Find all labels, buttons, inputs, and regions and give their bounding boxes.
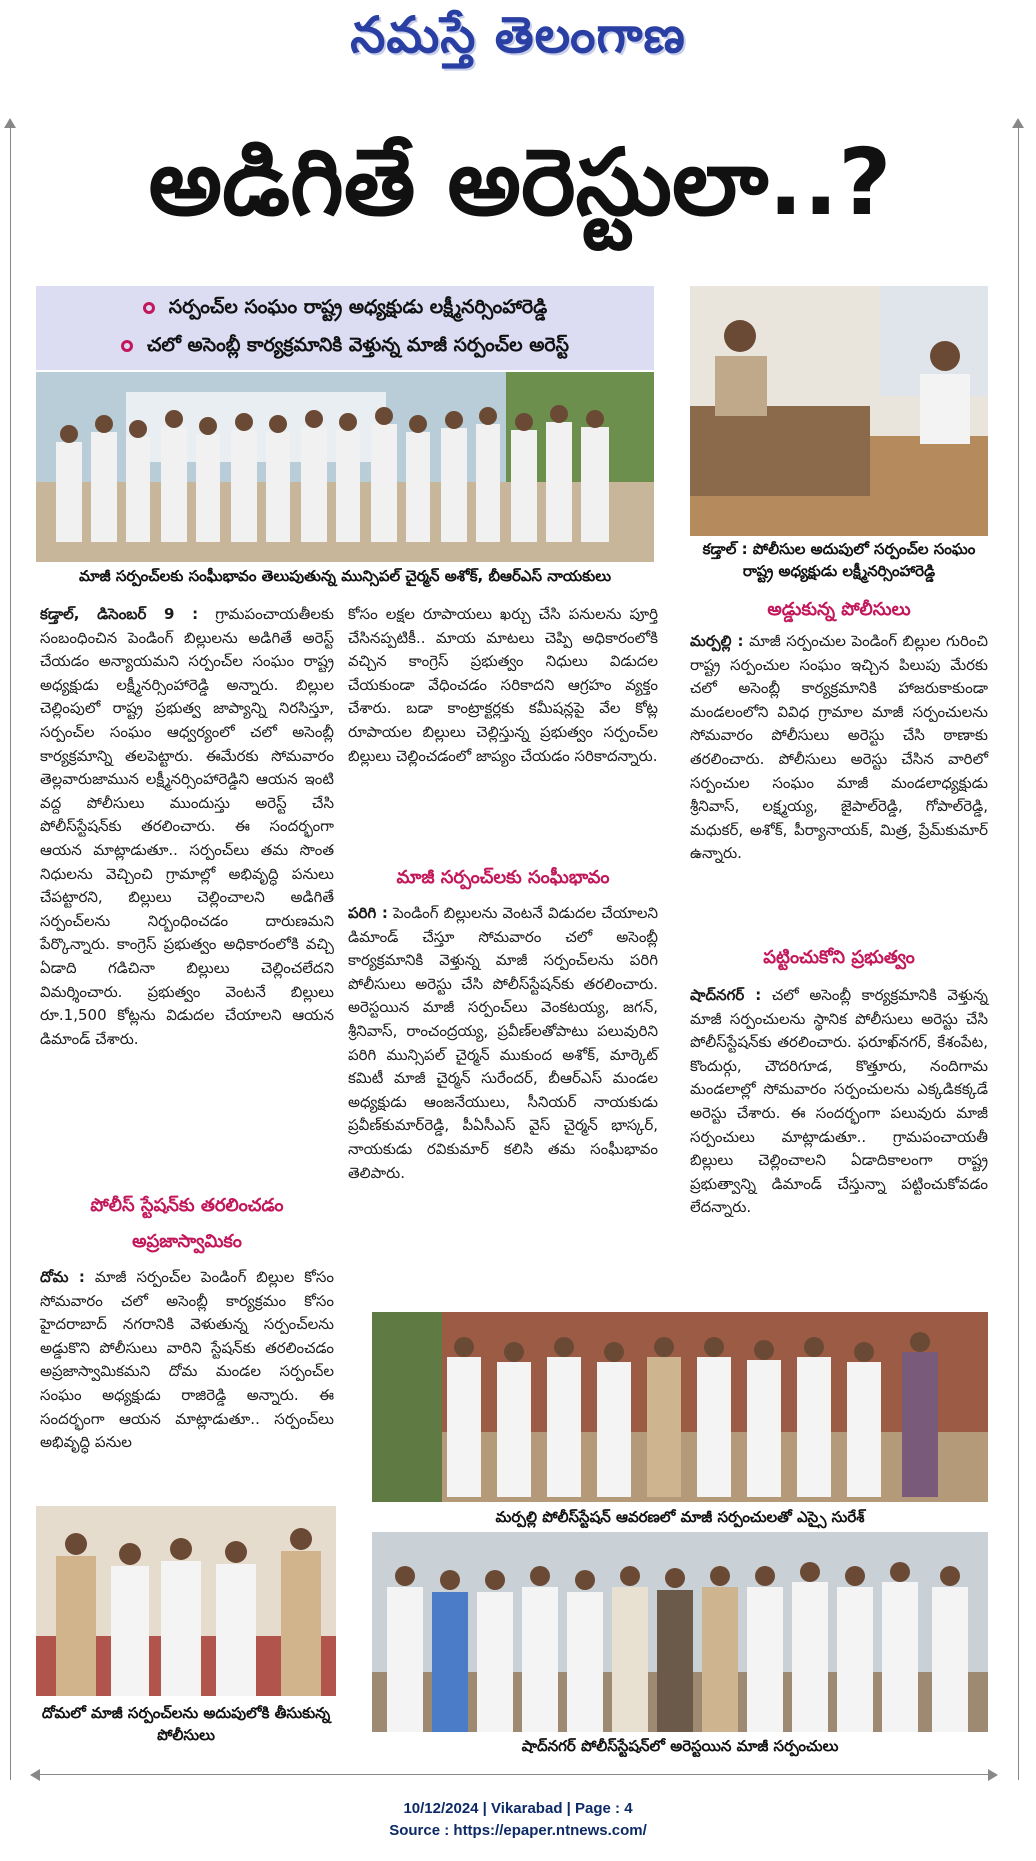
shadnagar-photo <box>372 1532 988 1732</box>
office-photo <box>690 286 988 536</box>
arrow-left-icon <box>30 1769 40 1781</box>
subhead-government-ignores: పట్టించుకోని ప్రభుత్వం <box>763 947 915 968</box>
place-parigi: పరిగి : <box>348 904 388 922</box>
subhead-solidarity: మాజీ సర్పంచ్‌లకు సంఘీభావం <box>396 867 610 888</box>
col2-paragraph: కోసం లక్షల రూపాయలు ఖర్చు చేసి పనులను పూర్తి చేసినప్పటికీ.. మాయ మాటలు చెప్పి అధికారంలోకి వచ్చిన కాంగ్రెస్ ప్రభుత్వం నిధులు విడుదల చేయకుండా వేధించడం సరికాదని ఆగ్రహం వ్యక్తం చేశారు. బడా కాంట్రాక్టర్లకు కమీషన్లపై వేల కోట్ల రూపాయల బిల్లులు చెల్లిస్తున్న ప్రభుత్వం సర్పంచ్‌ల బిల్లులు చెల్లించడంలో జాప్యం చేయడం సరికాదన్నారు. <box>348 605 658 765</box>
marpalli-photo <box>372 1312 988 1502</box>
headline: అడిగితే అరెస్టులా..? <box>148 129 892 236</box>
column-2-story <box>348 603 658 768</box>
marpalli-photo-caption: మర్పల్లి పోలీస్‌స్టేషన్ ఆవరణలో మాజీ సర్పంచులతో ఎస్సై సురేశ్ <box>495 1508 865 1526</box>
doma-photo-caption: దోమలో మాజీ సర్పంచ్‌లను అదుపులోకి తీసుకున్న పోలీసులు <box>41 1704 331 1744</box>
right-frame-rule <box>1018 120 1019 1780</box>
group-photo <box>36 372 654 562</box>
group-photo-caption: మాజీ సర్పంచ్‌లకు సంఘీభావం తెలుపుతున్న మున్సిపల్ చైర్మన్ అశోక్, బీఆర్‌ఎస్ నాయకులు <box>78 567 612 585</box>
place-marpalli: మర్పల్లి : <box>690 632 744 650</box>
arrow-up-icon <box>4 118 16 128</box>
doma-paragraph: దోమ : మాజీ సర్పంచ్‌ల పెండింగ్ బిల్లుల కోసం సోమవారం చలో అసెంబ్లీ కార్యక్రమం కోసం హైదరాబాద్ నగరానికి వెళుతున్న సర్పంచ్‌లను అడ్డుకొని పోలీసులు వారిని స్టేషన్‌కు తరలించడం అప్రజాస్వామికమని దోమ మండల సర్పంచ్‌ల సంఘం అధ్యక్షుడు రాజిరెడ్డి అన్నారు. ఈ సందర్భంగా ఆయన మాట్లాడుతూ.. సర్పంచ్‌లు అభివృద్ధి పనుల <box>40 1268 334 1452</box>
bullet-icon <box>143 302 155 314</box>
footer-source-link[interactable]: Source : https://epaper.ntnews.com/ <box>389 1822 647 1839</box>
deck-line-1: సర్పంచ్‌ల సంఘం రాష్ట్ర అధ్యక్షుడు లక్ష్మీనర్సింహారెడ్డి <box>36 296 654 323</box>
shadnagar-paragraph: షాద్‌నగర్ : చలో అసెంబ్లీ కార్యక్రమానికి వెళ్తున్న మాజీ సర్పంచులను స్థానిక పోలీసులు అరెస్టు చేసి పోలీస్‌స్టేషన్‌కు తరలించారు. ఫరూఖ్‌నగర్, కేశంపేట, కొందుర్గు, చౌదరిగూడ, కొత్తూరు, నందిగామ మండలాల్లో సోమవారం సర్పంచులను ఎక్కడికక్కడే అరెస్టు చేశారు. ఈ సందర్భంగా పలువురు మాజీ సర్పంచులు మాట్లాడుతూ.. గ్రామపంచాయతీ బిల్లులు చెల్లించాలని ఏడాదికాలంగా రాష్ట్ర ప్రభుత్వాన్ని డిమాండ్ చేస్తున్నా పట్టించుకోవడం లేదన్నారు. <box>690 986 988 1217</box>
doma-photo <box>36 1506 336 1696</box>
place-shadnagar: షాద్‌నగర్ : <box>690 986 762 1004</box>
subhead-police-station: పోలీస్ స్టేషన్‌కు తరలించడం <box>90 1195 284 1216</box>
doma-story <box>40 1266 334 1455</box>
column-1-story <box>40 603 334 1051</box>
subhead-undemocratic: అప్రజాస్వామికం <box>132 1231 242 1252</box>
marpalli-story <box>690 630 988 866</box>
bullet-icon <box>121 340 133 352</box>
deck-box <box>36 286 654 370</box>
bottom-frame-rule <box>36 1774 991 1775</box>
marpalli-paragraph: మర్పల్లి : మాజీ సర్పంచుల పెండింగ్ బిల్లుల గురించి రాష్ట్ర సర్పంచుల సంఘం ఇచ్చిన పిలుపు మేరకు చలో అసెంబ్లీ కార్యక్రమానికి హాజరుకాకుండా మండలంలోని వివిధ గ్రామాల మాజీ సర్పంచులను సోమవారం పోలీసులు అరెస్టు చేసి ఠాణాకు తరలించారు. పోలీసులు అరెస్టు చేసిన వారిలో సర్పంచుల సంఘం మాజీ మండలాధ్యక్షుడు శ్రీనివాస్, లక్ష్మయ్య, జైపాల్‌రెడ్డి, గోపాల్‌రెడ్డి, మధుకర్, అశోక్, పీర్యానాయక్, మిత్ర, ప్రేమ్‌కుమార్ ఉన్నారు. <box>690 632 988 863</box>
office-photo-caption: కడ్తాల్ : పోలీసుల అదుపులో సర్పంచ్‌ల సంఘం రాష్ట్ర అధ్యక్షుడు లక్ష్మీనర్సింహారెడ్డి <box>702 540 976 580</box>
subhead-police-obstruct: అడ్డుకున్న పోలీసులు <box>767 599 911 620</box>
parigi-paragraph: పరిగి : పెండింగ్ బిల్లులను వెంటనే విడుదల చేయాలని డిమాండ్ చేస్తూ సోమవారం చలో అసెంబ్లీ కార్యక్రమానికి వెళ్తున్న మాజీ సర్పంచ్‌లను పరిగి పోలీసులు అరెస్టు చేసి పోలీస్‌స్టేషన్‌కు తరలించారు. అరెస్టయిన మాజీ సర్పంచ్‌లు వెంకటయ్య, జగన్, శ్రీనివాస్, రాంచంద్రయ్య, ప్రవీణ్‌లతోపాటు పలువురిని పరిగి మున్సిపల్ చైర్మన్ ముకుంద అశోక్, మార్కెట్ కమిటీ మాజీ చైర్మన్ సురేందర్, బీఆర్‌ఎస్ మండల అధ్యక్షుడు ఆంజనేయులు, సీనియర్ నాయకుడు ప్రవీణ్‌కుమార్‌రెడ్డి, పీఏసీఎస్ వైస్ చైర్మన్ భాస్కర్, నాయకుడు రవికుమార్ కలిసి తమ సంఘీభావం తెలిపారు. <box>348 904 658 1182</box>
deck-line-2: చలో అసెంబ్లీ కార్యక్రమానికి వెళ్తున్న మాజీ సర్పంచ్‌ల అరెస్ట్ <box>36 334 654 361</box>
parigi-story <box>348 902 658 1185</box>
masthead-logo: నమస్తే తెలంగాణ <box>350 6 686 64</box>
col1-paragraph: కడ్తాల్, డిసెంబర్ 9 : గ్రామపంచాయతీలకు సంబంధించిన పెండింగ్ బిల్లులను అడిగితే అరెస్ట్ చేయడం అన్యాయమని సర్పంచ్‌ల సంఘం రాష్ట్ర అధ్యక్షుడు లక్ష్మీనర్సింహారెడ్డి అన్నారు. బిల్లుల చెల్లింపులో రాష్ట్ర ప్రభుత్వ జాప్యాన్ని నిరసిస్తూ, సర్పంచ్‌ల సంఘం ఆధ్వర్యంలో చలో అసెంబ్లీ కార్యక్రమాన్ని తలపెట్టారు. ఈమేరకు సోమవారం తెల్లవారుజామున లక్ష్మీనర్సింహారెడ్డిని ఆయన ఇంటి వద్ద పోలీసులు ముందుస్తు అరెస్ట్ చేసి పోలీస్‌స్టేషన్‌కు తరలించారు. ఈ సందర్భంగా ఆయన మాట్లాడుతూ.. సర్పంచ్‌లు తమ సొంత నిధులను వెచ్చించి గ్రామాల్లో అభివృద్ధి పనులు చేపట్టారని, బిల్లులు చెల్లించాలని అడిగితే సర్పంచ్‌లను నిర్బంధించడం దారుణమని పేర్కొన్నారు. కాంగ్రెస్ ప్రభుత్వం అధికారంలోకి వచ్చి ఏడాది గడిచినా బిల్లులు చెల్లించలేదని విమర్శించారు. ప్రభుత్వం వెంటనే బిల్లులు రూ.1,500 కోట్లను విడుదల చేయాలని ఆయన డిమాండ్ చేశారు. <box>40 605 334 1048</box>
arrow-up-icon <box>1012 118 1024 128</box>
place-doma: దోమ : <box>40 1268 85 1286</box>
left-frame-rule <box>10 120 11 1780</box>
shadnagar-story <box>690 984 988 1220</box>
footer-edition-line: 10/12/2024 | Vikarabad | Page : 4 <box>403 1800 633 1817</box>
arrow-right-icon <box>988 1769 998 1781</box>
shadnagar-photo-caption: షాద్‌నగర్ పోలీస్‌స్టేషన్‌లో అరెస్టయిన మాజీ సర్పంచులు <box>521 1737 839 1755</box>
dateline: కడ్తాల్, డిసెంబర్ 9 : <box>40 605 199 623</box>
